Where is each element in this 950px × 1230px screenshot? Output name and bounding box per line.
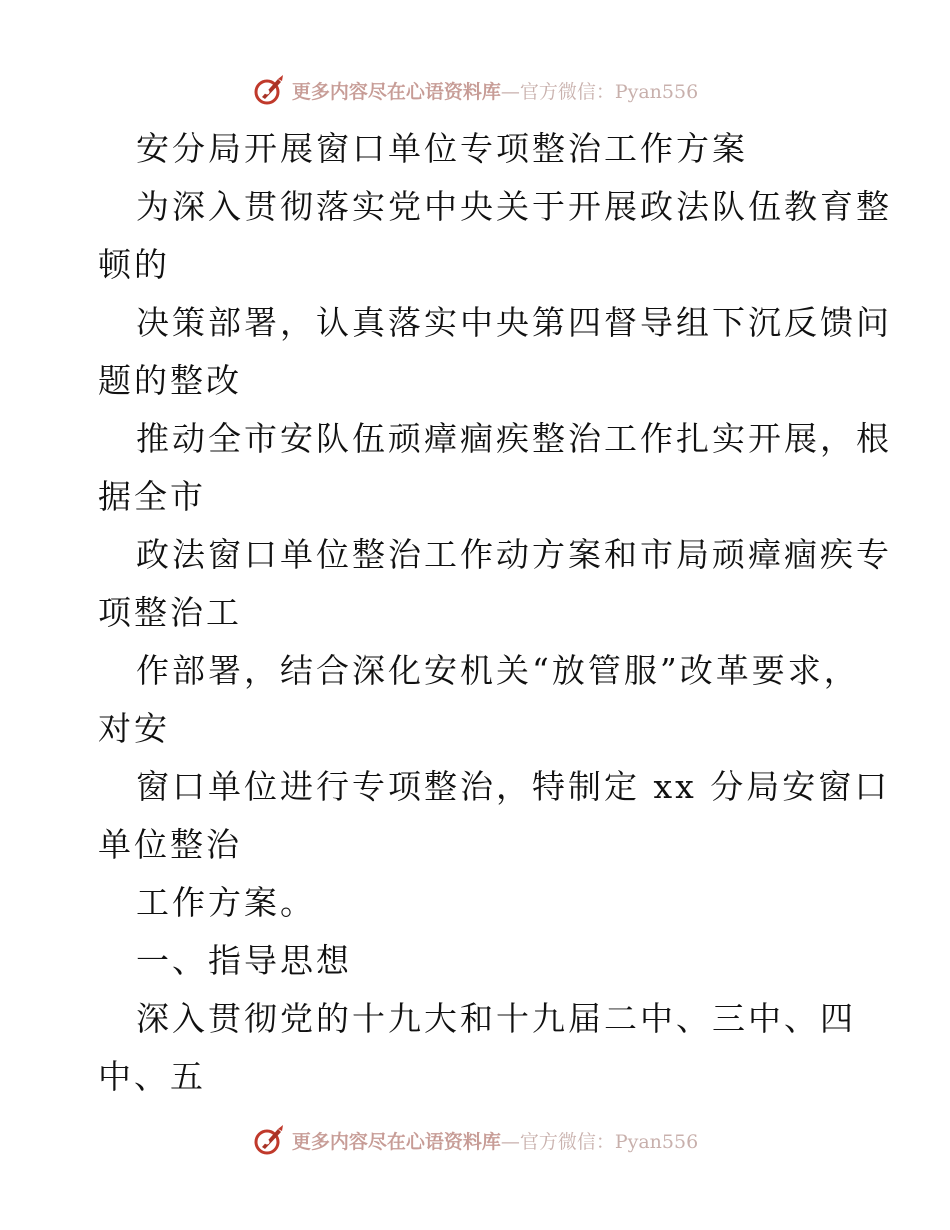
watermark-header <box>0 70 950 110</box>
text-line: 推动全市安队伍顽瘴痼疾整治工作扎实开展，根 <box>136 419 892 458</box>
text-line: 项整治工 <box>98 593 242 632</box>
text-line: 中、五 <box>98 1057 206 1096</box>
text-line: 决策部署，认真落实中央第四督导组下沉反馈问 <box>136 303 892 342</box>
text-line: 为深入贯彻落实党中央关于开展政法队伍教育整 <box>136 187 892 226</box>
watermark-main-text: 更多内容尽在心语资料库 <box>291 1130 501 1153</box>
watermark-footer <box>0 1120 950 1160</box>
text-line: 安分局开展窗口单位专项整治工作方案 <box>136 129 748 168</box>
watermark-text <box>292 1127 698 1154</box>
text-line: 据全市 <box>98 477 206 516</box>
text-line: 题的整改 <box>98 361 242 400</box>
watermark-main-text: 更多内容尽在心语资料库 <box>291 80 501 103</box>
document-body <box>98 120 892 1106</box>
text-line: 对安 <box>98 709 170 748</box>
text-line: 工作方案。 <box>136 883 316 922</box>
text-line: 深入贯彻党的十九大和十九届二中、三中、四 <box>136 999 856 1038</box>
watermark-contact-text: —官方微信：Pyan556 <box>500 80 699 103</box>
quill-pen-logo-icon <box>252 1123 286 1157</box>
text-line: 一、指导思想 <box>136 941 352 980</box>
text-line: 顿的 <box>98 245 170 284</box>
watermark-text <box>292 77 698 104</box>
text-line: 政法窗口单位整治工作动方案和市局顽瘴痼疾专 <box>136 535 892 574</box>
quill-pen-logo-icon <box>252 73 286 107</box>
text-line: 窗口单位进行专项整治，特制定 xx 分局安窗口 <box>136 767 891 806</box>
watermark-contact-text: —官方微信：Pyan556 <box>500 1130 699 1153</box>
text-line: 单位整治 <box>98 825 242 864</box>
text-line: 作部署，结合深化安机关“放管服”改革要求， <box>136 651 860 690</box>
